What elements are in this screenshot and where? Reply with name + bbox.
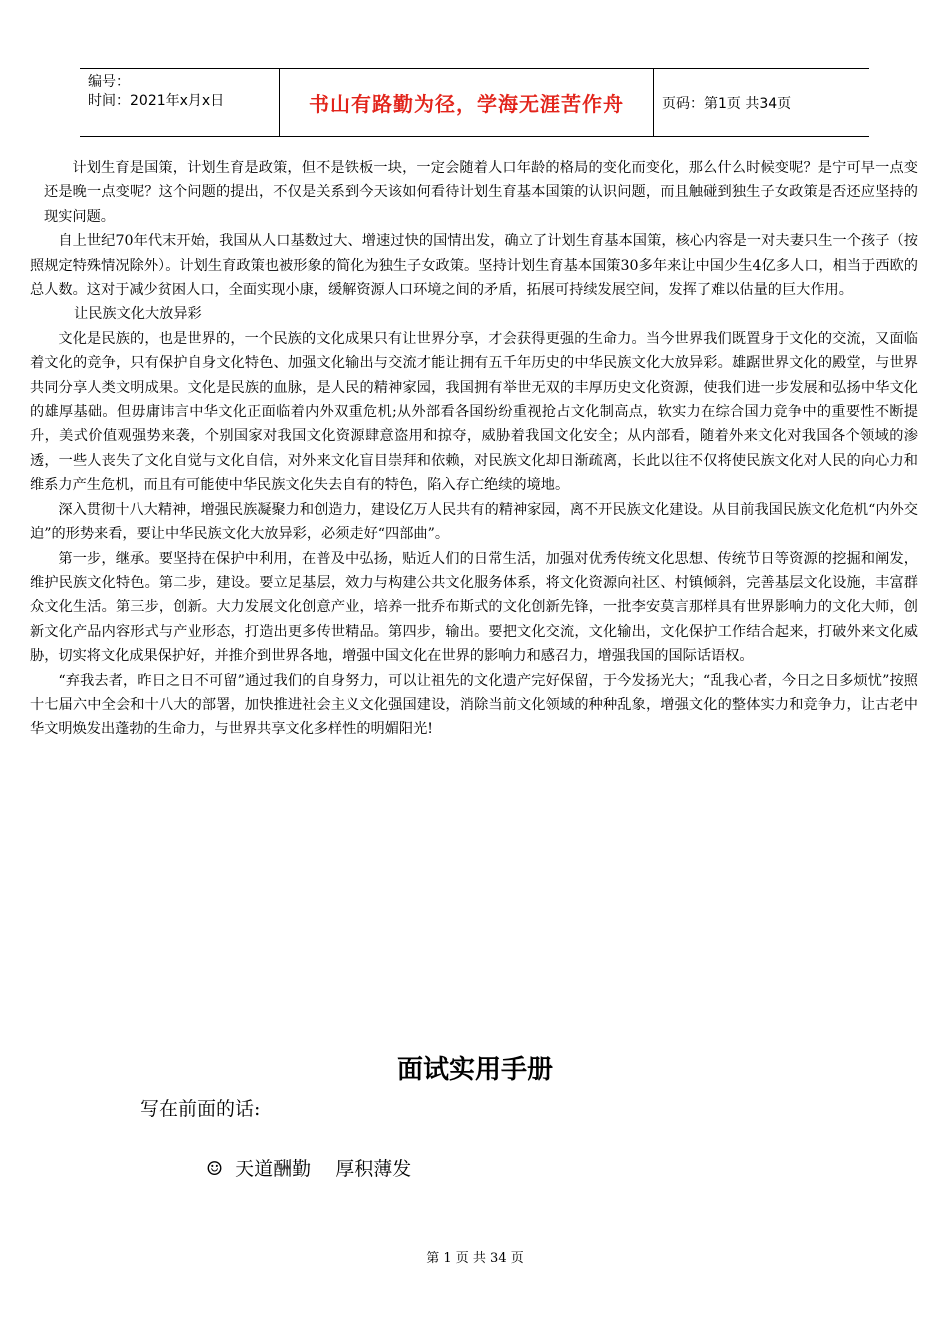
header-info-cell [80,69,279,136]
motto-line: ☺ 天道酬勤 厚积薄发 [206,1158,412,1180]
paragraph-policy-history: 自上世纪70年代末开始，我国从人口基数过大、增速过快的国情出发，确立了计划生育基本国策，核心内容是一对夫妻只生一个孩子（按照规定特殊情况除外）。计划生育政策也被形象的简化为独生子女政策。坚持计划生育基本国策30多年来让中国少生4亿多人口，相当于西欧的总人数。这对于减少贫困人口，全面实现小康，缓解资源人口环境之间的矛盾，拓展可持续发展空间，发挥了难以估量的巨大作用。 [30,233,918,299]
manual-title: 面试实用手册 [396,1055,553,1085]
section-heading: 让民族文化大放异彩 [74,306,202,323]
paragraph-culture: 文化是民族的，也是世界的，一个民族的文化成果只有让世界分享，才会获得更强的生命力。当今世界我们既置身于文化的交流，又面临着文化的竞争，只有保护自身文化特色、加强文化输出与交流才能让拥有五千年历史的中华民族文化大放异彩。雄踞世界文化的殿堂，与世界共同分享人类文明成果。文化是民族的血脉，是人民的精神家园，我国拥有举世无双的丰厚历史文化资源，使我们进一步发展和弘扬中华文化的雄厚基础。但毋庸讳言中华文化正面临着内外双重危机;从外部看各国纷纷重视抢占文化制高点，软实力在综合国力竞争中的重要性不断提升，美式价值观强势来袭，个别国家对我国文化资源肆意盗用和掠夺，威胁着我国文化安全；从内部看，随着外来文化对我国各个领域的渗透，一些人丧失了文化自觉与文化自信，对外来文化盲目崇拜和依赖，对民族文化却日渐疏离，长此以往不仅将使民族文化对人民的向心力和维系力产生危机，而且有可能使中华民族文化失去自有的特色，陷入存亡绝续的境地。 [30,330,918,494]
paragraph-family-planning: 计划生育是国策，计划生育是政策，但不是铁板一块，一定会随着人口年龄的格局的变化而变化，那么什么时候变呢？是宁可早一点变还是晚一点变呢？这个问题的提出，不仅是关系到今天该如何看待计划生育基本国策的认识问题，而且触碰到独生子女政策是否还应坚持的现实问题。 [44,160,918,225]
page-footer: 第 1 页 共 34 页 [426,1251,524,1266]
paragraph-eighteenth-congress: 深入贯彻十八大精神，增强民族凝聚力和创造力，建设亿万人民共有的精神家园，离不开民族文化建设。从目前我国民族文化危机“内外交迫”的形势来看，要让中华民族文化大放异彩，必须走好“四部曲”。 [30,501,918,543]
number-label: 编号： [88,74,130,90]
date-label: 时间：2021年x月x日 [88,93,225,109]
paragraph-four-steps: 第一步，继承。要坚持在保护中利用，在普及中弘扬，贴近人们的日常生活，加强对优秀传统文化思想、传统节日等资源的挖掘和阐发，维护民族文化特色。第二步，建设。要立足基层，效力与构建公共文化服务体系，将文化资源向社区、村镇倾斜，完善基层文化设施，丰富群众文化生活。第三步，创新。大力发展文化创意产业，培养一批乔布斯式的文化创新先锋，一批李安莫言那样具有世界影响力的文化大师，创新文化产品内容形式与产业形态，打造出更多传世精品。第四步，输出。要把文化交流，文化输出，文化保护工作结合起来，打破外来文化威胁，切实将文化成果保护好，并推介到世界各地，增强中国文化在世界的影响力和感召力，增强我国的国际话语权。 [30,550,918,665]
header-motto-cell [279,69,654,136]
paragraph-conclusion: “弃我去者，昨日之日不可留”通过我们的自身努力，可以让祖先的文化遗产完好保留，于今发扬光大；“乱我心者，今日之日多烦忧”按照十七届六中全会和十八大的部署，加快推进社会主义文化强国建设，消除当前文化领域的种种乱象，增强文化的整体实力和竞争力，让古老中华文明焕发出蓬勃的生命力，与世界共享文化多样性的明媚阳光! [30,672,918,738]
document-body [30,156,918,742]
header-page-cell [654,69,869,136]
page-label: 页码：第1页 共34页 [662,95,792,112]
preface-label: 写在前面的话: [140,1098,261,1120]
header-table [80,68,869,137]
motto-text: 书山有路勤为径，学海无涯苦作舟 [309,92,624,116]
